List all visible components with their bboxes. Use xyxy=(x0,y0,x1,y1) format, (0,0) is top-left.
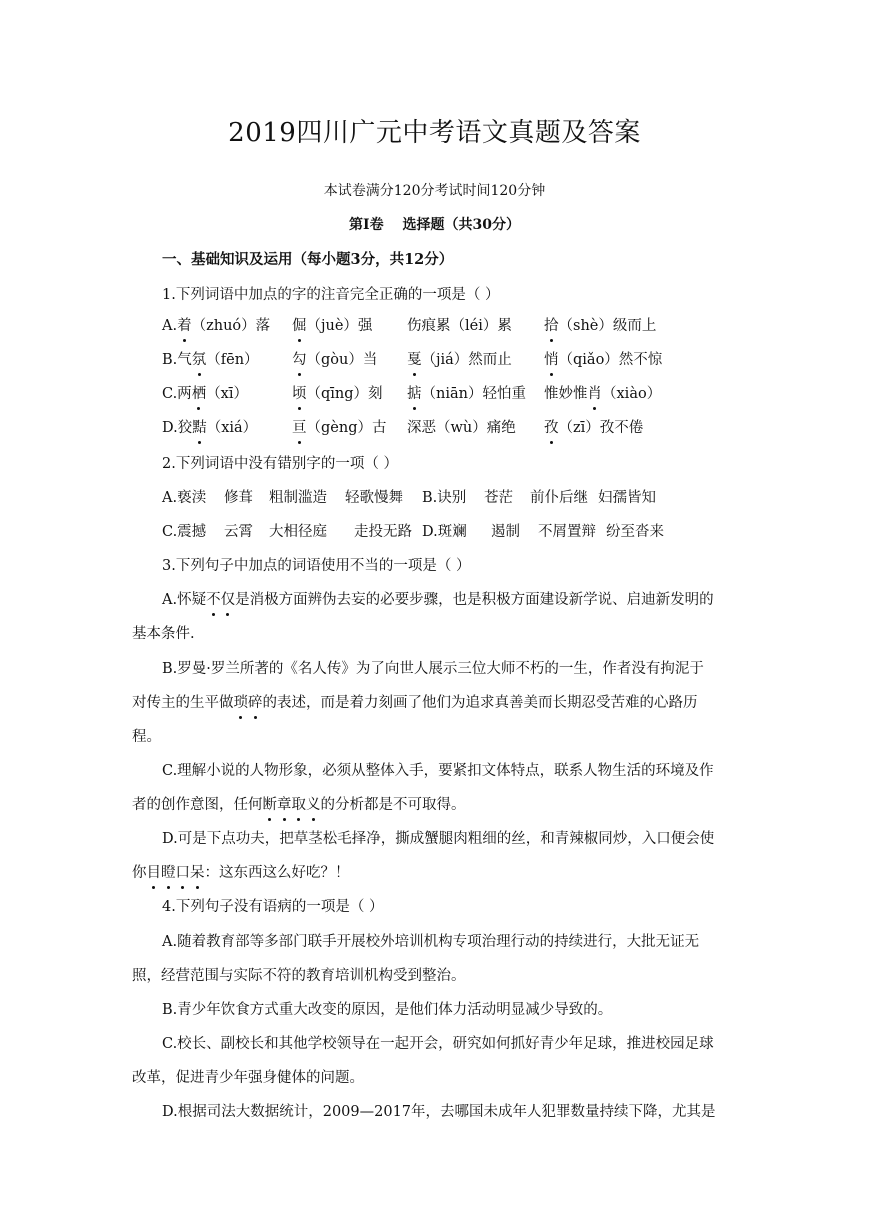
dotted-char: 取 xyxy=(291,797,306,813)
dotted-char: 目 xyxy=(146,865,161,881)
q3-option-d-line1: D.可是下点功夫，把草茎松毛择净，撕成蟹腿肉粗细的丝，和青辣椒同炒，入口便会使 xyxy=(162,831,715,847)
q3-option-b-line2: 对传主的生平做琐碎的表述，而是着力刻画了他们为追求真善美而长期忍受苦难的心路历 xyxy=(132,695,698,711)
question-4-stem: 4.下列句子没有语病的一项是（ ） xyxy=(162,899,384,915)
dotted-char: 琐 xyxy=(233,695,248,711)
dotted-char: 断 xyxy=(262,797,277,813)
q3-option-c-line2: 者的创作意图，任何断章取义的分析都是不可取得。 xyxy=(132,797,466,813)
dotted-char: 勾 xyxy=(292,352,307,368)
q3-option-d-line2: 你目瞪口呆：这东西这么好吃？！ xyxy=(132,865,350,881)
dotted-char: 碎 xyxy=(248,695,263,711)
part-heading: 第Ⅰ卷 选择题（共30分） xyxy=(349,217,520,233)
dotted-char: 仅 xyxy=(220,592,236,608)
dotted-char: 拾 xyxy=(544,318,559,334)
dotted-char: 悄 xyxy=(544,352,559,368)
dotted-char: 氛 xyxy=(191,352,207,368)
question-1-stem: 1.下列词语中加点的字的注音完全正确的一项是（ ） xyxy=(162,287,500,303)
q3-option-b-line3: 程。 xyxy=(132,729,161,745)
dotted-char: 戛 xyxy=(407,352,422,368)
q4-option-c-line2: 改革，促进青少年强身健体的问题。 xyxy=(132,1070,364,1086)
q3-option-a-line2: 基本条件. xyxy=(132,626,195,642)
q4-option-d-line1: D.根据司法大数据统计，2009—2017年，去哪国未成年人犯罪数量持续下降，尤其是 xyxy=(162,1104,716,1120)
dotted-char: 顷 xyxy=(292,386,307,402)
section-heading: 一、基础知识及运用（每小题3分，共12分） xyxy=(162,251,454,268)
dotted-char: 孜 xyxy=(544,420,559,436)
q3-option-b-line1: B.罗曼·罗兰所著的《名人传》为了向世人展示三位大师不朽的一生，作者没有拘泥于 xyxy=(162,661,704,677)
dotted-char: 义 xyxy=(306,797,321,813)
q4-option-a-line1: A.随着教育部等多部门联手开展校外培训机构专项治理行动的持续进行，大批无证无 xyxy=(162,934,700,950)
dotted-char: 栖 xyxy=(191,386,207,402)
q4-option-a-line2: 照，经营范围与实际不符的教育培训机构受到整治。 xyxy=(132,968,466,984)
question-2-stem: 2.下列词语中没有错别字的一项（ ） xyxy=(162,456,398,472)
question-3-stem: 3.下列句子中加点的词语使用不当的一项是（ ） xyxy=(162,558,471,574)
q3-option-c-line1: C.理解小说的人物形象，必须从整体入手，要紧扣文体特点，联系人物生活的环境及作 xyxy=(162,763,714,779)
dotted-char: 呆 xyxy=(190,865,205,881)
exam-page: 2019四川广元中考语文真题及答案 本试卷满分120分考试时间120分钟 第Ⅰ卷 选择题（共30分） 一、基础知识及运用（每小题3分，共12分） 1.下列词语中加点的字的注音完全正确的一项是（ ） A.着（zhuó）落 倔（juè）强 伤痕累（léi）累 拾（shè）级而上 B.气氛（fēn） 勾（gòu）当 戛（jiá）然而止 悄（qiǎo）然不惊 C.两栖（xī） 顷（qīng）刻 掂（niān）轻怕重 惟妙惟肖（xiào） D.狡黠（xiá） 亘（gèng）古 深恶（wù）痛绝 孜（zī）孜不倦 2.下列词语中没有错别字的一项（ ） A.亵渎 修葺 粗制滥造 轻歌慢舞 B.诀别 苍茫 前仆后继 妇孺皆知 C.震撼 云霄 大相径庭 走投无路 D.斑斓 遏制 不屑置辩 纷至沓来 3.下列句子中加点的词语使用不当的一项是（ ） A.怀疑不仅是消极方面辨伪去妄的必要步骤，也是积极方面建设新学说、启迪新发明的 基本条件. B.罗曼·罗兰所著的《名人传》为了向世人展示三位大师不朽的一生，作者没有拘泥于 对传主的生平做琐碎的表述，而是着力刻画了他们为追求真善美而长期忍受苦难的心路历 程。 C.理解小说的人物形象，必须从整体入手，要紧扣文体特点，联系人物生活的环境及作 者的创作意图，任何断章取义的分析都是不可取得。 D.可是下点功夫，把草茎松毛择净，撕成蟹腿肉粗细的丝，和青辣椒同炒，入口便会使 你目瞪口呆：这东西这么好吃？！ 4.下列句子没有语病的一项是（ ） A.随着教育部等多部门联手开展校外培训机构专项治理行动的持续进行，大批无证无 照，经营范围与实际不符的教育培训机构受到整治。 B.青少年饮食方式重大改变的原因，是他们体力活动明显减少导致的。 C.校长、副校长和其他学校领导在一起开会，研究如何抓好青少年足球，推进校园足球 改革，促进青少年强身健体的问题。 D.根据司法大数据统计，2009—2017年，去哪国未成年人犯罪数量持续下降，尤其是 xyxy=(0,0,869,1228)
dotted-char: 倔 xyxy=(292,318,307,334)
exam-info: 本试卷满分120分考试时间120分钟 xyxy=(323,183,546,199)
q3-option-a-line1: A.怀疑不仅是消极方面辨伪去妄的必要步骤，也是积极方面建设新学说、启迪新发明的 xyxy=(162,592,714,608)
dotted-char: 掂 xyxy=(407,386,422,402)
q4-option-c-line1: C.校长、副校长和其他学校领导在一起开会，研究如何抓好青少年足球，推进校园足球 xyxy=(162,1036,714,1052)
dotted-char: 肖 xyxy=(587,386,602,402)
dotted-char: 瞪 xyxy=(161,865,176,881)
dotted-char: 黠 xyxy=(192,420,207,436)
q4-option-b-line1: B.青少年饮食方式重大改变的原因，是他们体力活动明显减少导致的。 xyxy=(162,1002,613,1018)
dotted-char: 着 xyxy=(177,318,192,334)
dotted-char: 不 xyxy=(206,592,221,608)
document-title: 2019四川广元中考语文真题及答案 xyxy=(228,118,641,148)
dotted-char: 口 xyxy=(175,865,190,881)
dotted-char: 章 xyxy=(277,797,292,813)
dotted-char: 亘 xyxy=(292,420,307,436)
